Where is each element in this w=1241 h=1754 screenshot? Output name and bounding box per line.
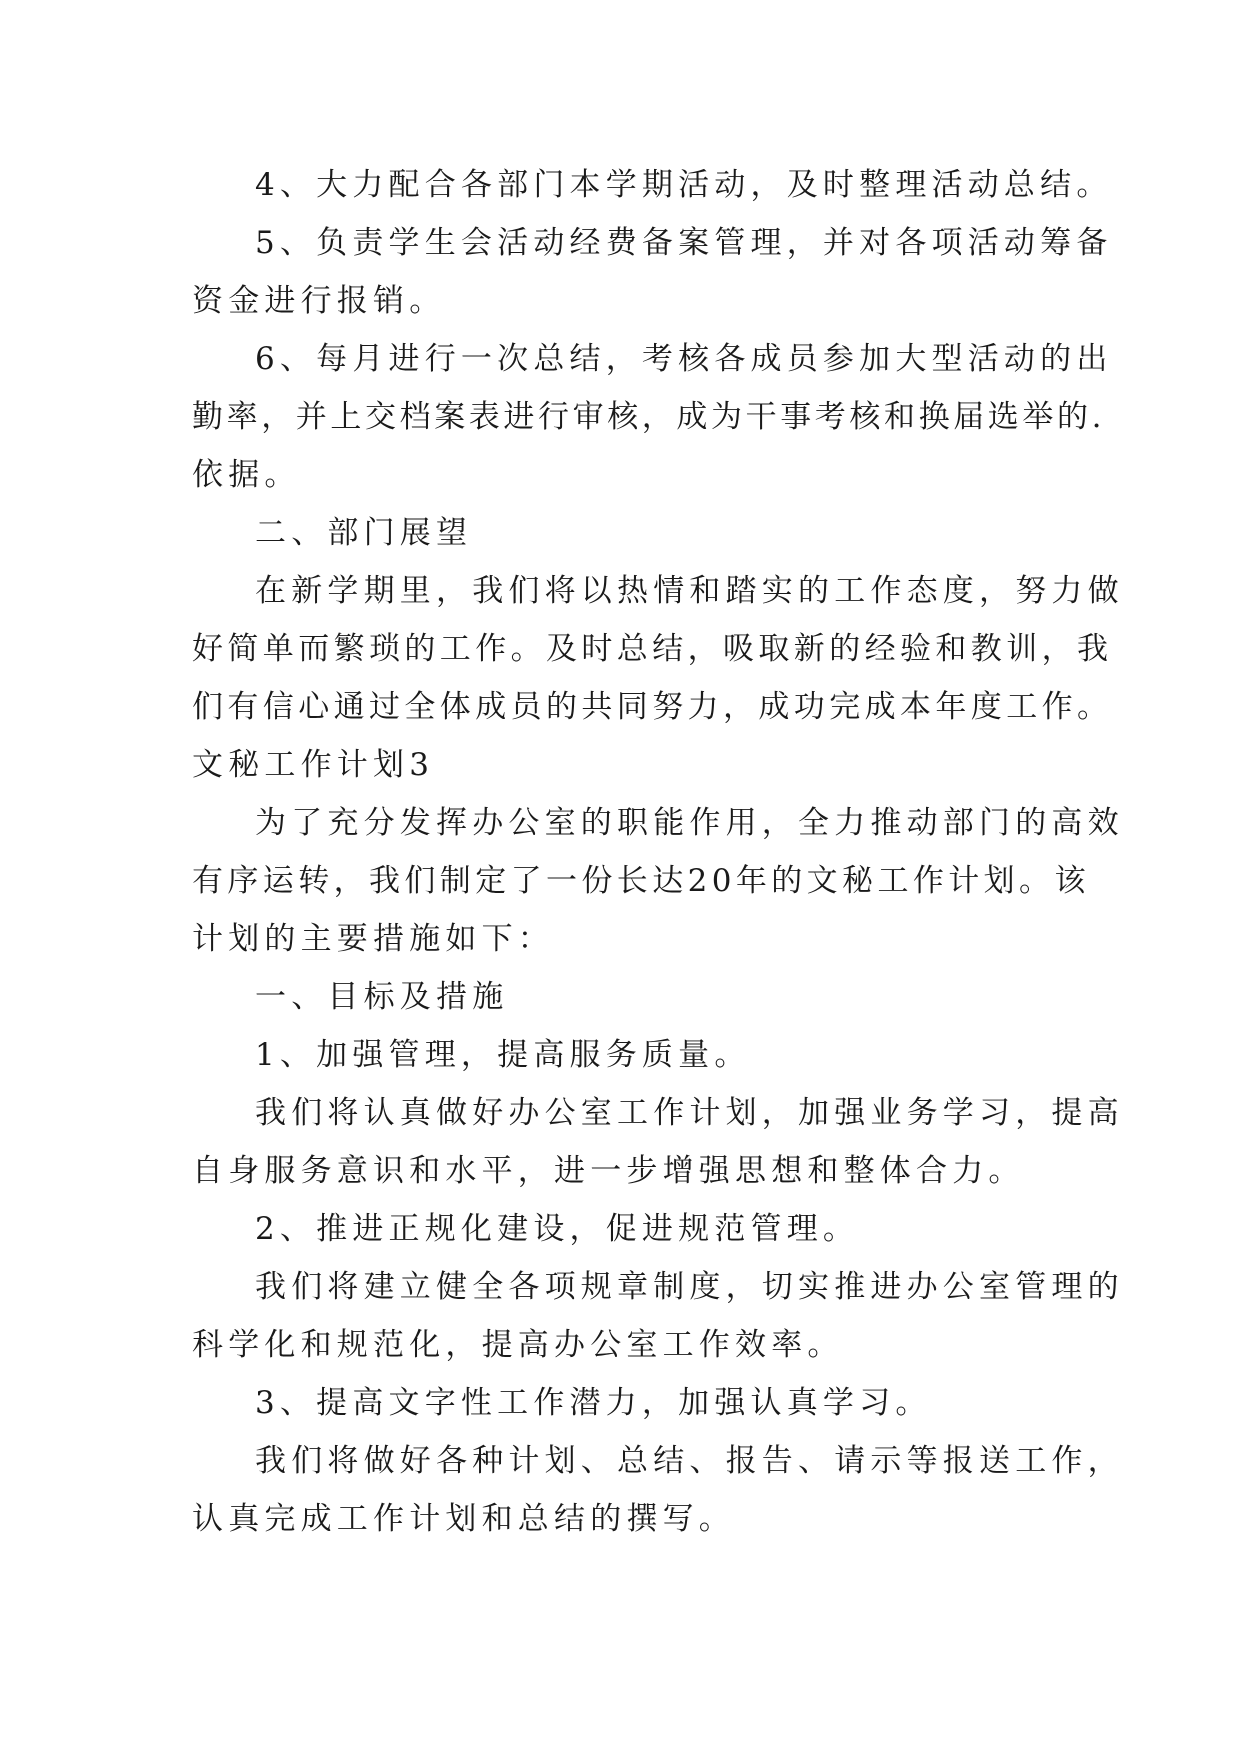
paragraph-line: 认真完成工作计划和总结的撰写。 <box>192 1501 735 1537</box>
section-heading: 二、部门展望 <box>255 515 473 551</box>
paragraph-line: 科学化和规范化，提高办公室工作效率。 <box>192 1327 844 1363</box>
paragraph-line: 们有信心通过全体成员的共同努力，成功完成本年度工作。 <box>192 689 1113 725</box>
paragraph-line: 资金进行报销。 <box>192 283 446 319</box>
paragraph-line: 自身服务意识和水平，进一步增强思想和整体合力。 <box>192 1153 1025 1189</box>
document-title: 文秘工作计划3 <box>192 747 435 783</box>
paragraph-line: 我们将做好各种计划、总结、报告、请示等报送工作， <box>255 1443 1124 1479</box>
subsection-heading: 1、加强管理，提高服务质量。 <box>255 1037 751 1073</box>
paragraph-line: 5、负责学生会活动经费备案管理，并对各项活动筹备 <box>255 225 1113 261</box>
paragraph-line: 我们将认真做好办公室工作计划，加强业务学习，提高 <box>255 1095 1124 1131</box>
paragraph-line: 计划的主要措施如下： <box>192 921 554 957</box>
paragraph-line: 6、每月进行一次总结，考核各成员参加大型活动的出 <box>255 341 1113 377</box>
paragraph-line: 为了充分发挥办公室的职能作用，全力推动部门的高效 <box>255 805 1124 841</box>
paragraph-line: 勤率，并上交档案表进行审核，成为干事考核和换届选举的. <box>192 399 1106 435</box>
paragraph-line: 有序运转，我们制定了一份长达20年的文秘工作计划。该 <box>192 863 1090 899</box>
section-heading: 一、目标及措施 <box>255 979 509 1015</box>
subsection-heading: 2、推进正规化建设，促进规范管理。 <box>255 1211 860 1247</box>
subsection-heading: 3、提高文字性工作潜力，加强认真学习。 <box>255 1385 932 1421</box>
paragraph-line: 4、大力配合各部门本学期活动，及时整理活动总结。 <box>255 167 1113 203</box>
paragraph-line: 在新学期里，我们将以热情和踏实的工作态度，努力做 <box>255 573 1124 609</box>
paragraph-line: 依据。 <box>192 457 301 493</box>
paragraph-line: 我们将建立健全各项规章制度，切实推进办公室管理的 <box>255 1269 1124 1305</box>
paragraph-line: 好简单而繁琐的工作。及时总结，吸取新的经验和教训，我 <box>192 631 1113 667</box>
